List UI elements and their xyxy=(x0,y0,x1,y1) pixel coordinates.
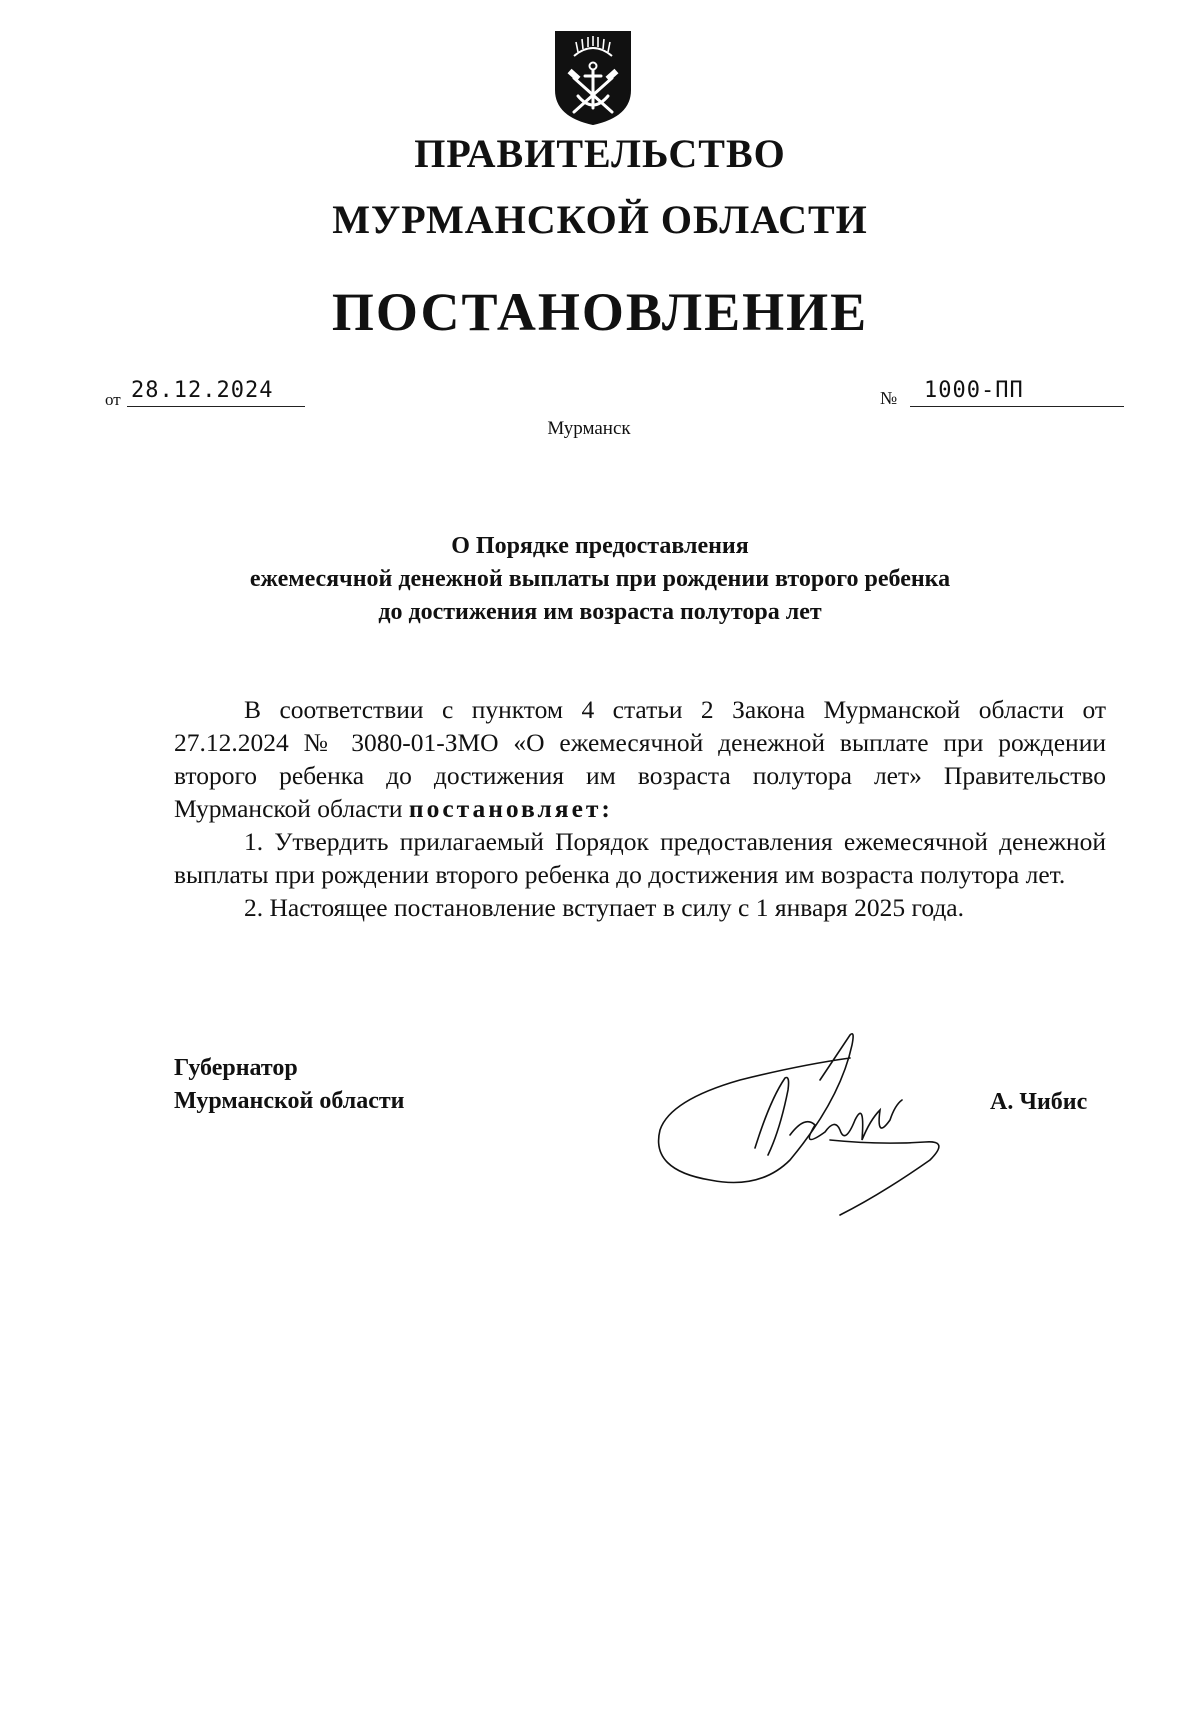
document-subject xyxy=(100,530,1100,629)
organization-title-line2: МУРМАНСКОЙ ОБЛАСТИ xyxy=(332,197,868,242)
date-value: 28.12.2024 xyxy=(127,376,305,407)
item-2-paragraph: 2. Настоящее постановление вступает в силу с 1 января 2025 года. xyxy=(244,893,965,922)
coat-of-arms-icon xyxy=(554,30,632,126)
number-prefix: № xyxy=(880,388,898,408)
position-line2: Мурманской области xyxy=(174,1088,405,1114)
preamble-paragraph xyxy=(174,693,1106,825)
handwritten-signature-icon xyxy=(640,1020,960,1220)
position-line1: Губернатор xyxy=(174,1055,298,1081)
resolves-keyword: постановляет: xyxy=(408,794,613,823)
signatory-name: А. Чибис xyxy=(990,1089,1088,1115)
signatory-position xyxy=(174,1052,404,1118)
organization-title-line1: ПРАВИТЕЛЬСТВО xyxy=(414,131,786,176)
subject-line1: О Порядке предоставления xyxy=(451,533,749,559)
subject-line3: до достижения им возраста полутора лет xyxy=(378,599,822,625)
number-value: 1000-ПП xyxy=(910,376,1124,407)
item-1-paragraph: 1. Утвердить прилагаемый Порядок предоставления ежемесячной денежной выплаты при рождении второго ребенка до достижения им возраста полутора лет. xyxy=(174,827,1106,889)
preamble-text: В соответствии с пунктом 4 статьи 2 Закона Мурманской области от 27.12.2024 № 3080-01-ЗМО «О ежемесячной денежной выплате при рождении второго ребенка до достижения им возраста полутора лет» Правительство Мурманской области xyxy=(174,695,1106,823)
date-prefix: от xyxy=(105,390,121,409)
subject-line2: ежемесячной денежной выплаты при рождении второго ребенка xyxy=(249,566,951,592)
document-body xyxy=(174,693,1106,924)
city-name: Мурманск xyxy=(547,418,631,439)
document-type-title: ПОСТАНОВЛЕНИЕ xyxy=(331,282,869,342)
